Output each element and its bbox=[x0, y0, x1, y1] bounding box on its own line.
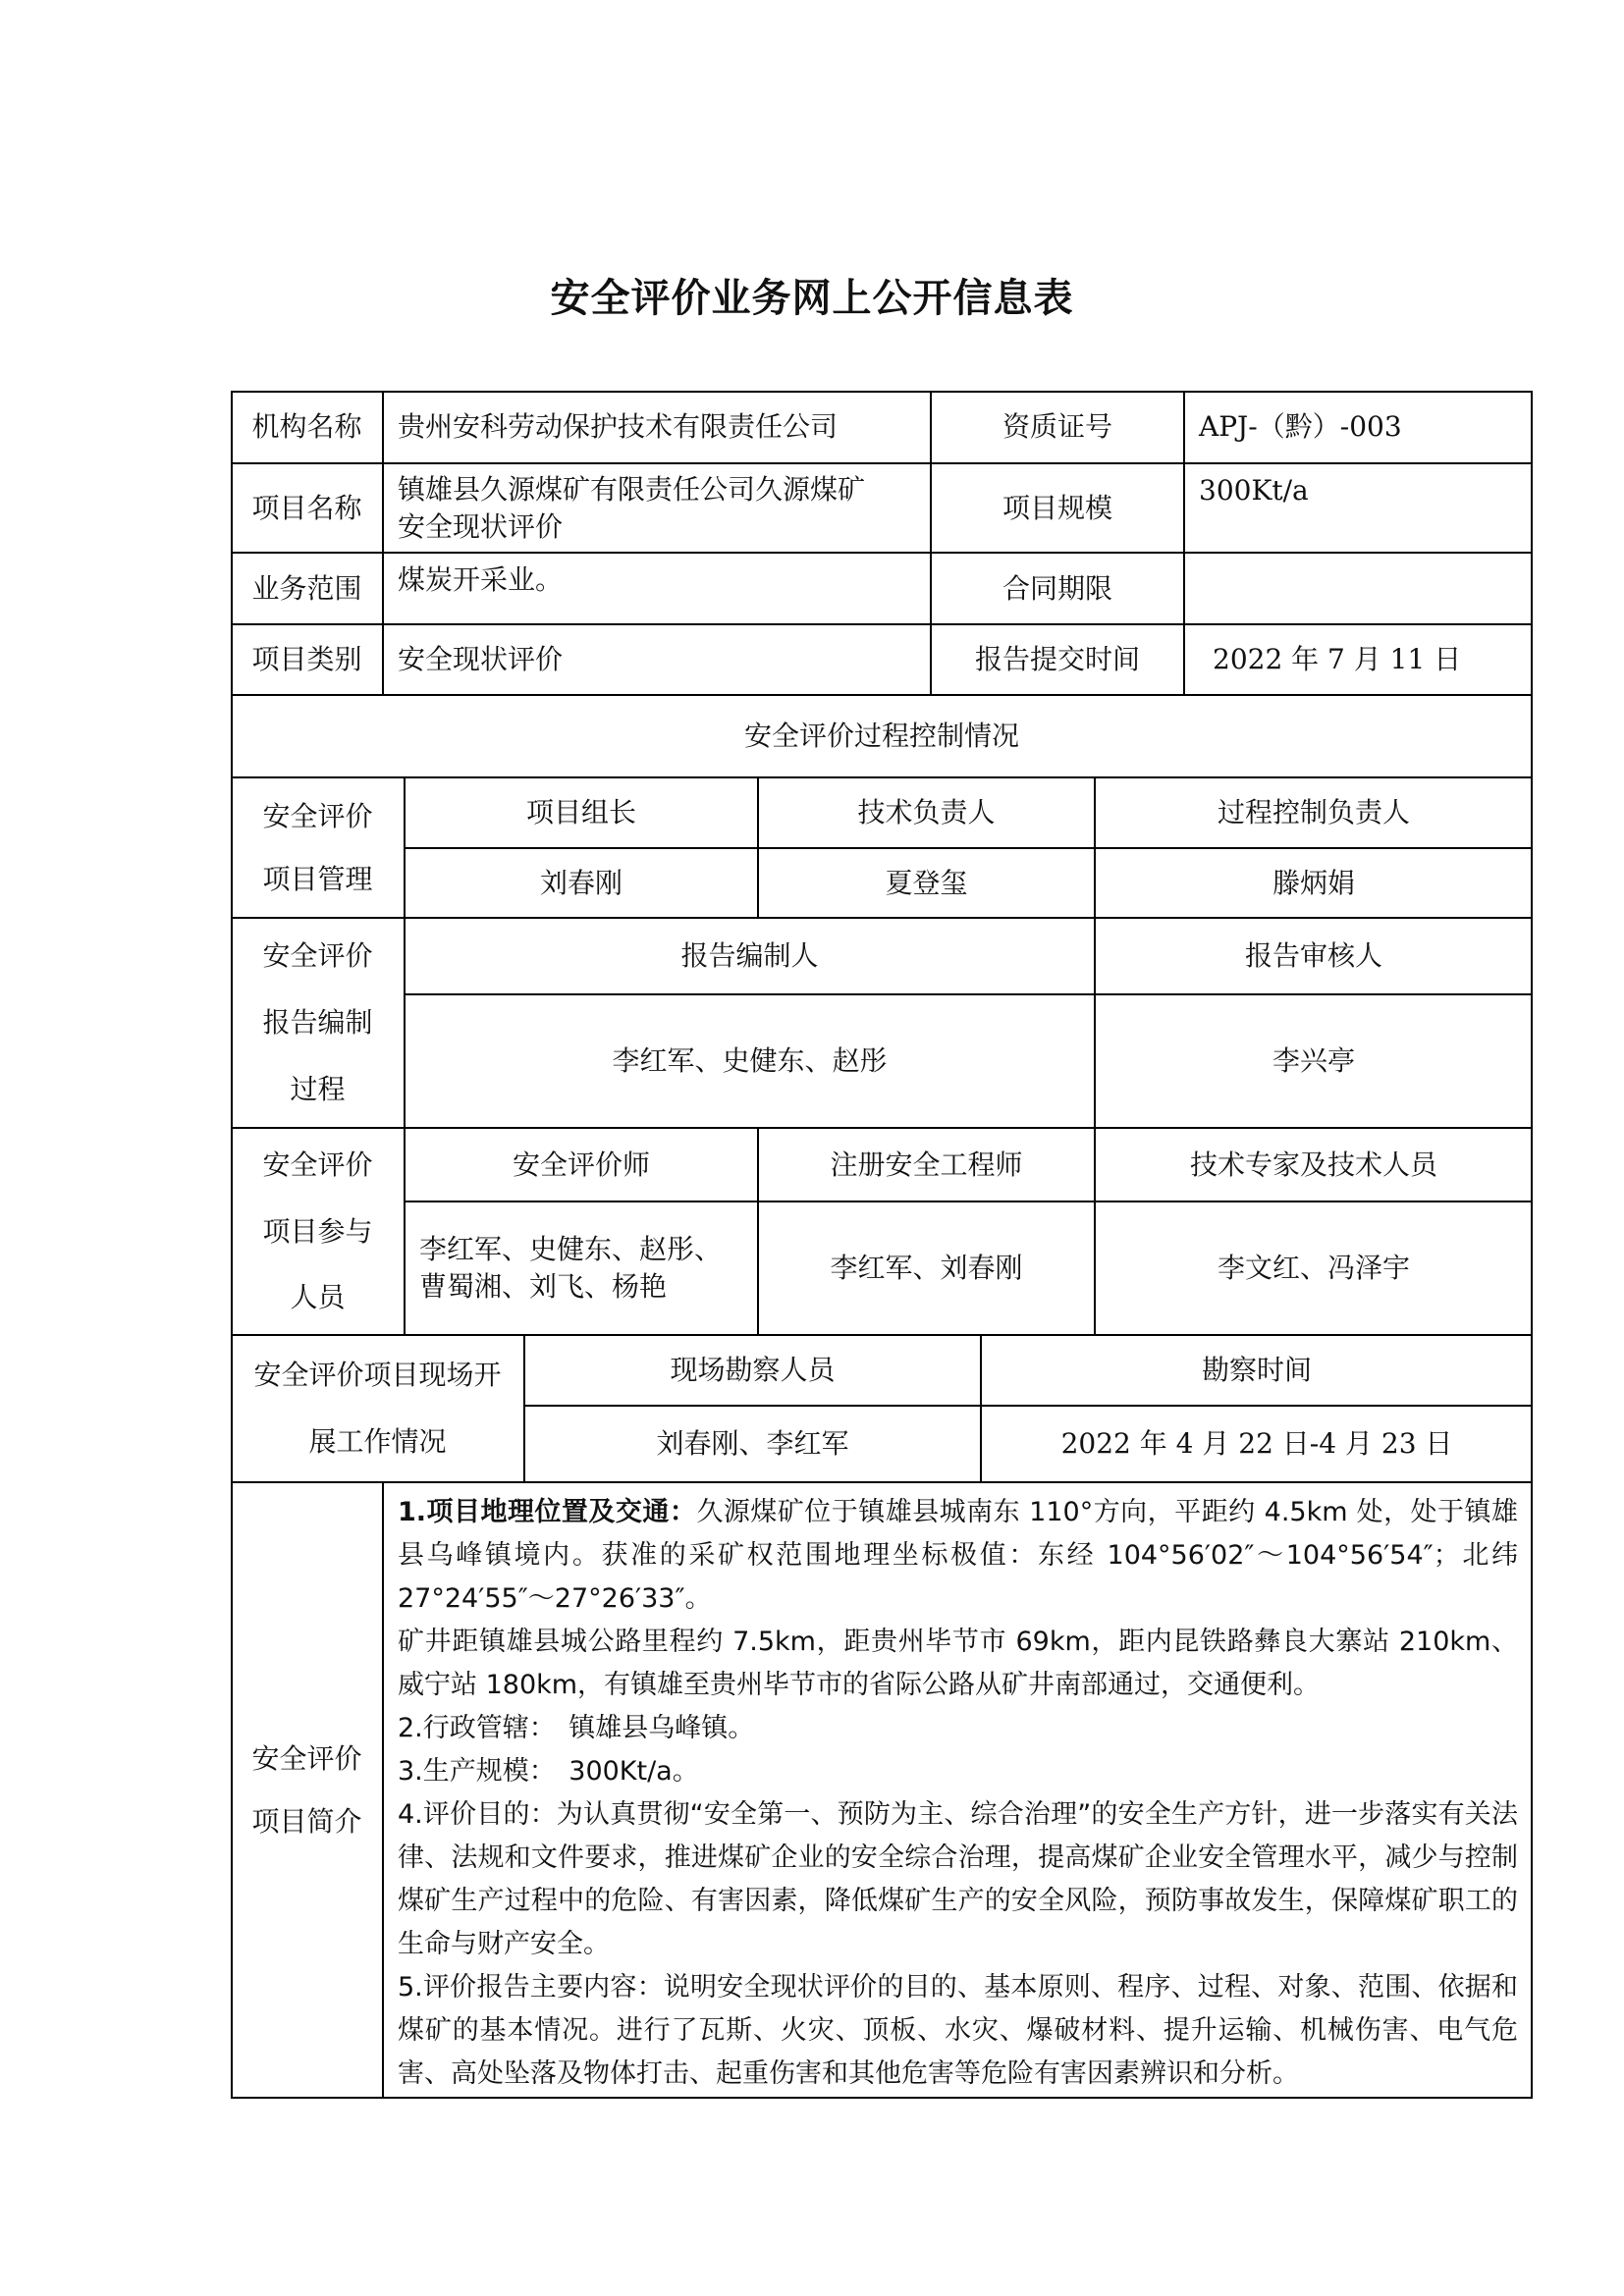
scope-label: 业务范围 bbox=[231, 553, 383, 624]
management-label-line1: 安全评价 bbox=[262, 799, 373, 832]
type-label: 项目类别 bbox=[231, 624, 383, 695]
evaluator-value-line2: 曹蜀湘、刘飞、杨艳 bbox=[419, 1270, 668, 1303]
org-label: 机构名称 bbox=[231, 391, 383, 463]
submit-label: 报告提交时间 bbox=[931, 624, 1184, 695]
expert-header: 技术专家及技术人员 bbox=[1095, 1128, 1533, 1201]
type-value: 安全现状评价 bbox=[383, 624, 931, 695]
contract-value bbox=[1184, 553, 1533, 624]
compiler-header: 报告编制人 bbox=[405, 918, 1095, 994]
org-value: 贵州安科劳动保护技术有限责任公司 bbox=[383, 391, 931, 463]
evaluator-value bbox=[405, 1201, 758, 1335]
report-label-line3: 过程 bbox=[290, 1072, 346, 1105]
submit-value: 2022 年 7 月 11 日 bbox=[1184, 624, 1533, 695]
reviewer-value: 李兴亭 bbox=[1095, 994, 1533, 1128]
evaluator-header: 安全评价师 bbox=[405, 1128, 758, 1201]
site-label-line2: 展工作情况 bbox=[308, 1425, 447, 1458]
management-label-line2: 项目管理 bbox=[262, 862, 373, 895]
reviewer-header: 报告审核人 bbox=[1095, 918, 1533, 994]
process-lead-value: 滕炳娟 bbox=[1095, 848, 1533, 918]
page-title: 安全评价业务网上公开信息表 bbox=[550, 276, 1074, 321]
participants-label bbox=[231, 1128, 405, 1335]
compiler-value: 李红军、史健东、赵彤 bbox=[405, 994, 1095, 1128]
report-label bbox=[231, 918, 405, 1128]
project-label: 项目名称 bbox=[231, 463, 383, 553]
expert-value: 李文红、冯泽宇 bbox=[1095, 1201, 1533, 1335]
surveyor-value: 刘春刚、李红军 bbox=[524, 1406, 981, 1482]
tech-lead-value: 夏登玺 bbox=[758, 848, 1095, 918]
intro-label-line2: 项目简介 bbox=[251, 1805, 362, 1838]
intro-paragraph-purpose: 4.评价目的：为认真贯彻“安全第一、预防为主、综合治理”的安全生产方针，进一步落实有关法律、法规和文件要求，推进煤矿企业的安全综合治理，提高煤矿企业安全管理水平，减少与控制煤矿生产过程中的危险、有害因素，降低煤矿生产的安全风险，预防事故发生，保障煤矿职工的生命与财产安全。 bbox=[398, 1799, 1518, 1959]
process-lead-header: 过程控制负责人 bbox=[1095, 777, 1533, 848]
intro-paragraph-location bbox=[398, 1491, 1518, 1621]
report-label-line1: 安全评价 bbox=[262, 939, 373, 973]
scale-label: 项目规模 bbox=[931, 463, 1184, 553]
contract-label: 合同期限 bbox=[931, 553, 1184, 624]
survey-time-value: 2022 年 4 月 22 日-4 月 23 日 bbox=[981, 1406, 1533, 1482]
surveyor-header: 现场勘察人员 bbox=[524, 1335, 981, 1406]
report-label-line2: 报告编制 bbox=[262, 1006, 373, 1040]
intro-paragraph-admin: 2.行政管辖： 镇雄县乌峰镇。 bbox=[398, 1713, 755, 1743]
engineer-header: 注册安全工程师 bbox=[758, 1128, 1095, 1201]
intro-location-heading: 1.项目地理位置及交通： bbox=[398, 1497, 697, 1527]
tech-lead-header: 技术负责人 bbox=[758, 777, 1095, 848]
intro-content bbox=[383, 1482, 1533, 2099]
participants-label-line1: 安全评价 bbox=[262, 1148, 373, 1181]
project-value-line1: 镇雄县久源煤矿有限责任公司久源煤矿 bbox=[398, 472, 866, 506]
participants-label-line3: 人员 bbox=[290, 1281, 346, 1314]
scale-value: 300Kt/a bbox=[1184, 463, 1533, 553]
survey-time-header: 勘察时间 bbox=[981, 1335, 1533, 1406]
participants-label-line2: 项目参与 bbox=[262, 1214, 373, 1248]
intro-label-line1: 安全评价 bbox=[251, 1742, 362, 1776]
cert-label: 资质证号 bbox=[931, 391, 1184, 463]
cert-value: APJ-（黔）-003 bbox=[1184, 391, 1533, 463]
evaluator-value-line1: 李红军、史健东、赵彤、 bbox=[419, 1233, 723, 1266]
intro-label bbox=[231, 1482, 383, 2099]
project-value bbox=[383, 463, 931, 553]
leader-value: 刘春刚 bbox=[405, 848, 758, 918]
engineer-value: 李红军、刘春刚 bbox=[758, 1201, 1095, 1335]
leader-header: 项目组长 bbox=[405, 777, 758, 848]
management-label bbox=[231, 777, 405, 918]
site-label-line1: 安全评价项目现场开 bbox=[253, 1359, 502, 1392]
intro-location-text: 久源煤矿位于镇雄县城南东 110°方向，平距约 4.5km 处，处于镇雄县乌峰镇境内。获准的采矿权范围地理坐标极值：东经 104°56′02″～104°56′54″；北纬 27°24′55″～27°26′33″。 bbox=[398, 1497, 1518, 1614]
intro-paragraph-scale: 3.生产规模： 300Kt/a。 bbox=[398, 1756, 699, 1787]
intro-paragraph-content: 5.评价报告主要内容：说明安全现状评价的目的、基本原则、程序、过程、对象、范围、依据和煤矿的基本情况。进行了瓦斯、火灾、顶板、水灾、爆破材料、提升运输、机械伤害、电气危害、高处坠落及物体打击、起重伤害和其他危害等危险有害因素辨识和分析。 bbox=[398, 1972, 1518, 2089]
intro-paragraph-traffic: 矿井距镇雄县城公路里程约 7.5km，距贵州毕节市 69km，距内昆铁路彝良大寨站 210km、威宁站 180km，有镇雄至贵州毕节市的省际公路从矿井南部通过，交通便利。 bbox=[398, 1627, 1518, 1700]
scope-value: 煤炭开采业。 bbox=[383, 553, 931, 624]
process-header: 安全评价过程控制情况 bbox=[231, 695, 1533, 777]
project-value-line2: 安全现状评价 bbox=[398, 509, 564, 543]
site-label bbox=[231, 1335, 524, 1482]
